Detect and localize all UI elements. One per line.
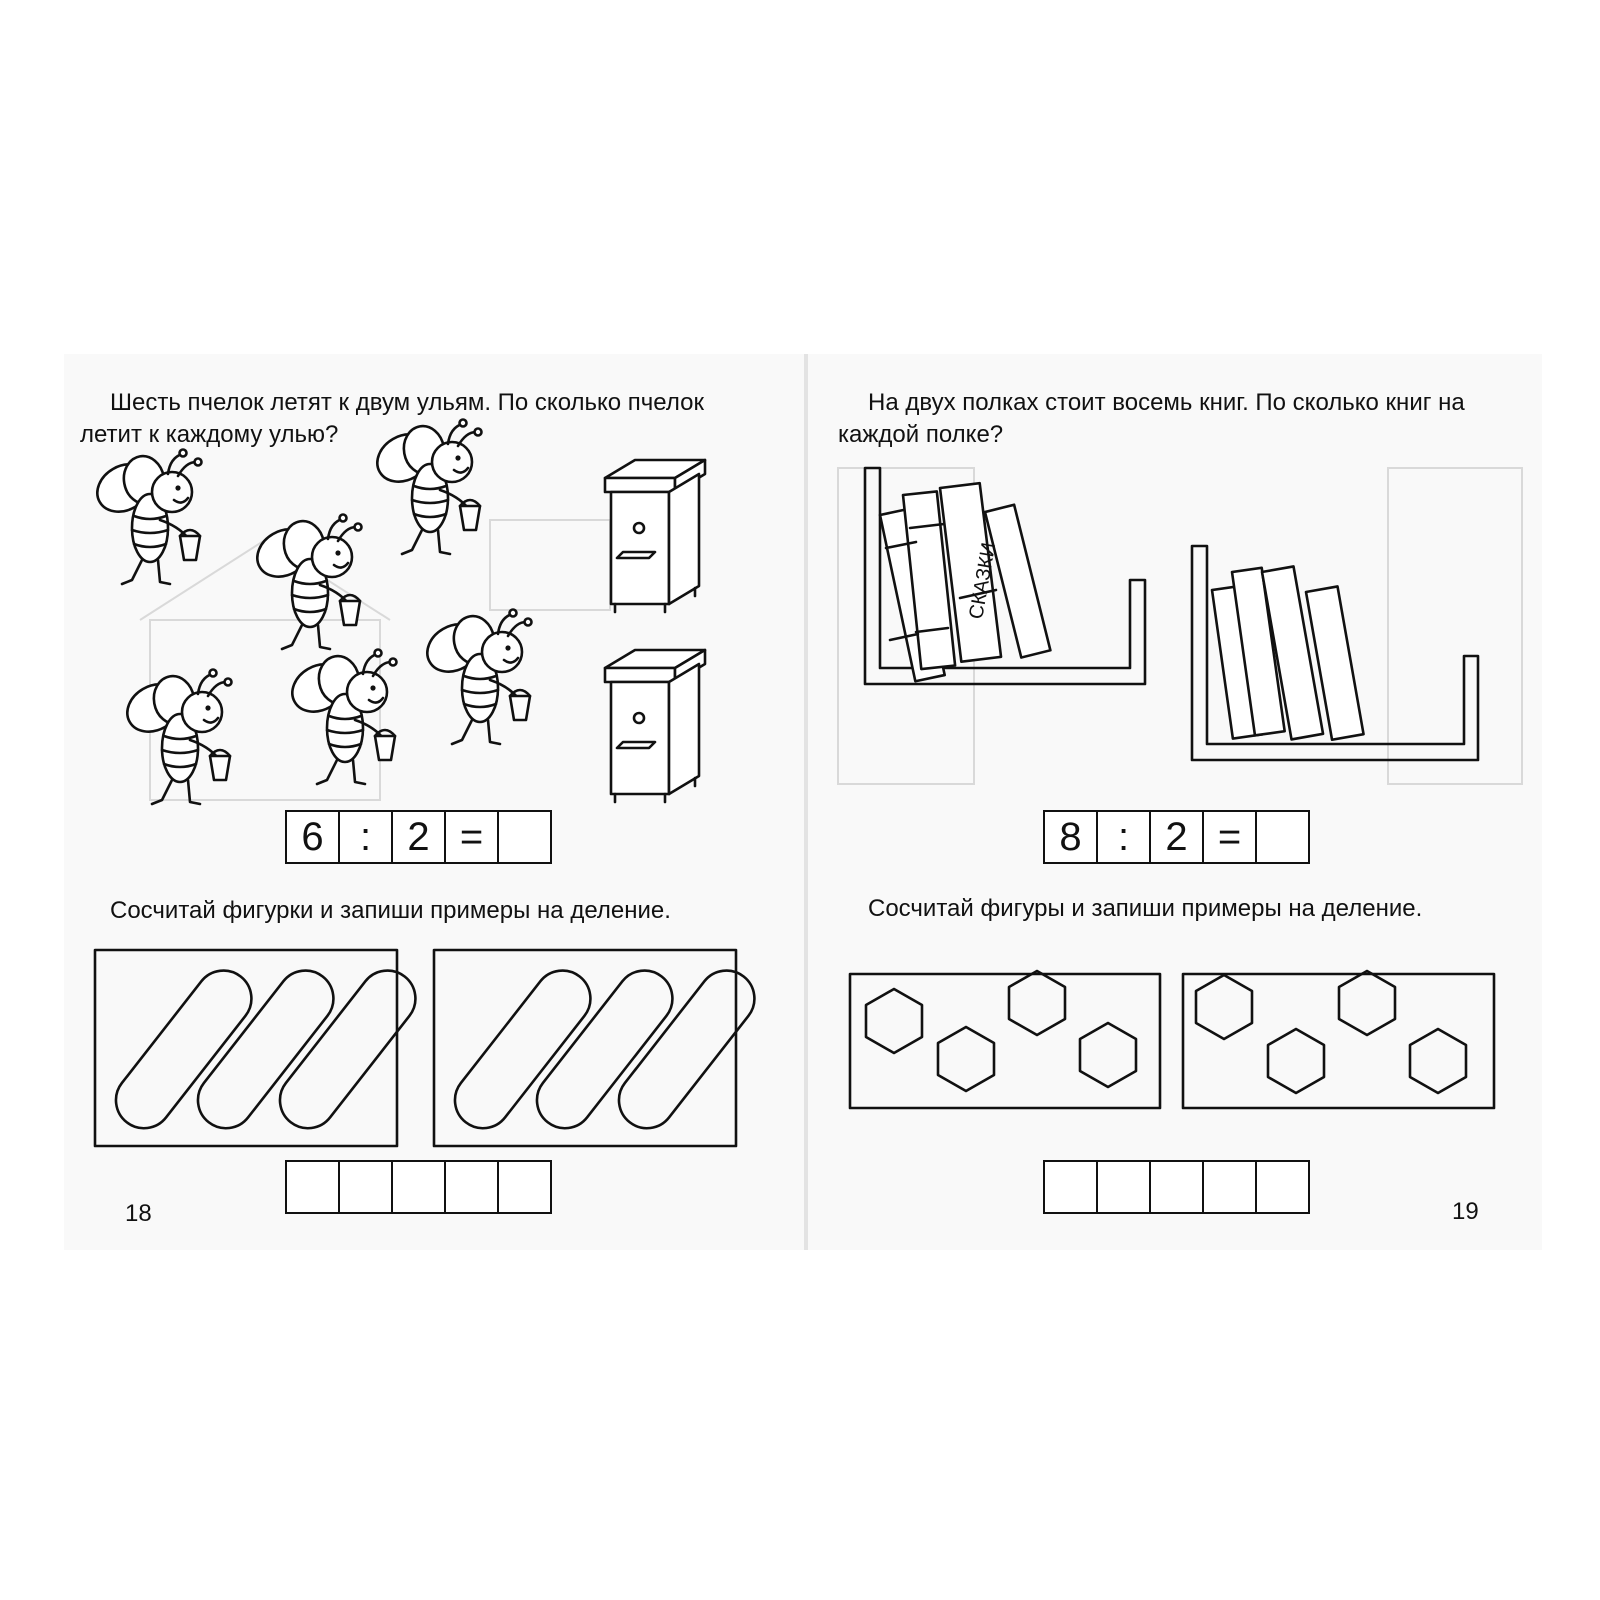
right-answer-box[interactable] [1043,1160,1310,1214]
answer-cell[interactable] [287,1162,340,1212]
answer-cell[interactable] [1098,1162,1151,1212]
answer-cell[interactable] [446,1162,499,1212]
equation-cell: 8 [1045,812,1098,862]
equation-cell: : [1098,812,1151,862]
book-spine-label: СКАЗКИ [965,540,1001,621]
right-page-number: 19 [1452,1198,1479,1225]
answer-cell[interactable] [1151,1162,1204,1212]
left-page-number: 18 [125,1200,152,1227]
answer-cell[interactable] [1257,1162,1308,1212]
beehive-icon [605,460,705,612]
bee-icon [119,670,232,805]
equation-cell: = [446,812,499,862]
left-answer-box[interactable] [285,1160,552,1214]
book-icon [880,483,1050,681]
equation-cell: 6 [287,812,340,862]
answer-cell[interactable] [393,1162,446,1212]
answer-cell[interactable] [1204,1162,1257,1212]
answer-cell[interactable] [1045,1162,1098,1212]
bee-icon [419,610,532,745]
equation-answer-cell[interactable] [1257,812,1308,862]
equation-cell: = [1204,812,1257,862]
hexagon-shape [866,971,1466,1093]
beehive-icon [605,650,705,802]
equation-answer-cell[interactable] [499,812,550,862]
left-task2-text: Сосчитай фигурки и запиши примеры на деление. [110,897,671,924]
right-task2-text: Сосчитай фигуры и запиши примеры на деление. [868,895,1423,922]
answer-cell[interactable] [340,1162,393,1212]
left-equation-box[interactable] [285,810,552,864]
bee-icon [89,450,202,585]
bee-icon [249,515,362,650]
equation-cell: 2 [393,812,446,862]
left-task1-text: Шесть пчелок летят к двум ульям. По сколько пчелок летит к каждому улью? [80,389,704,448]
book-icon [1212,566,1364,739]
equation-cell: : [340,812,393,862]
answer-cell[interactable] [499,1162,550,1212]
bee-icon [369,420,482,555]
right-equation-box[interactable] [1043,810,1310,864]
right-task1-text: На двух полках стоит восемь книг. По сколько книг на каждой полке? [838,389,1465,448]
equation-cell: 2 [1151,812,1204,862]
